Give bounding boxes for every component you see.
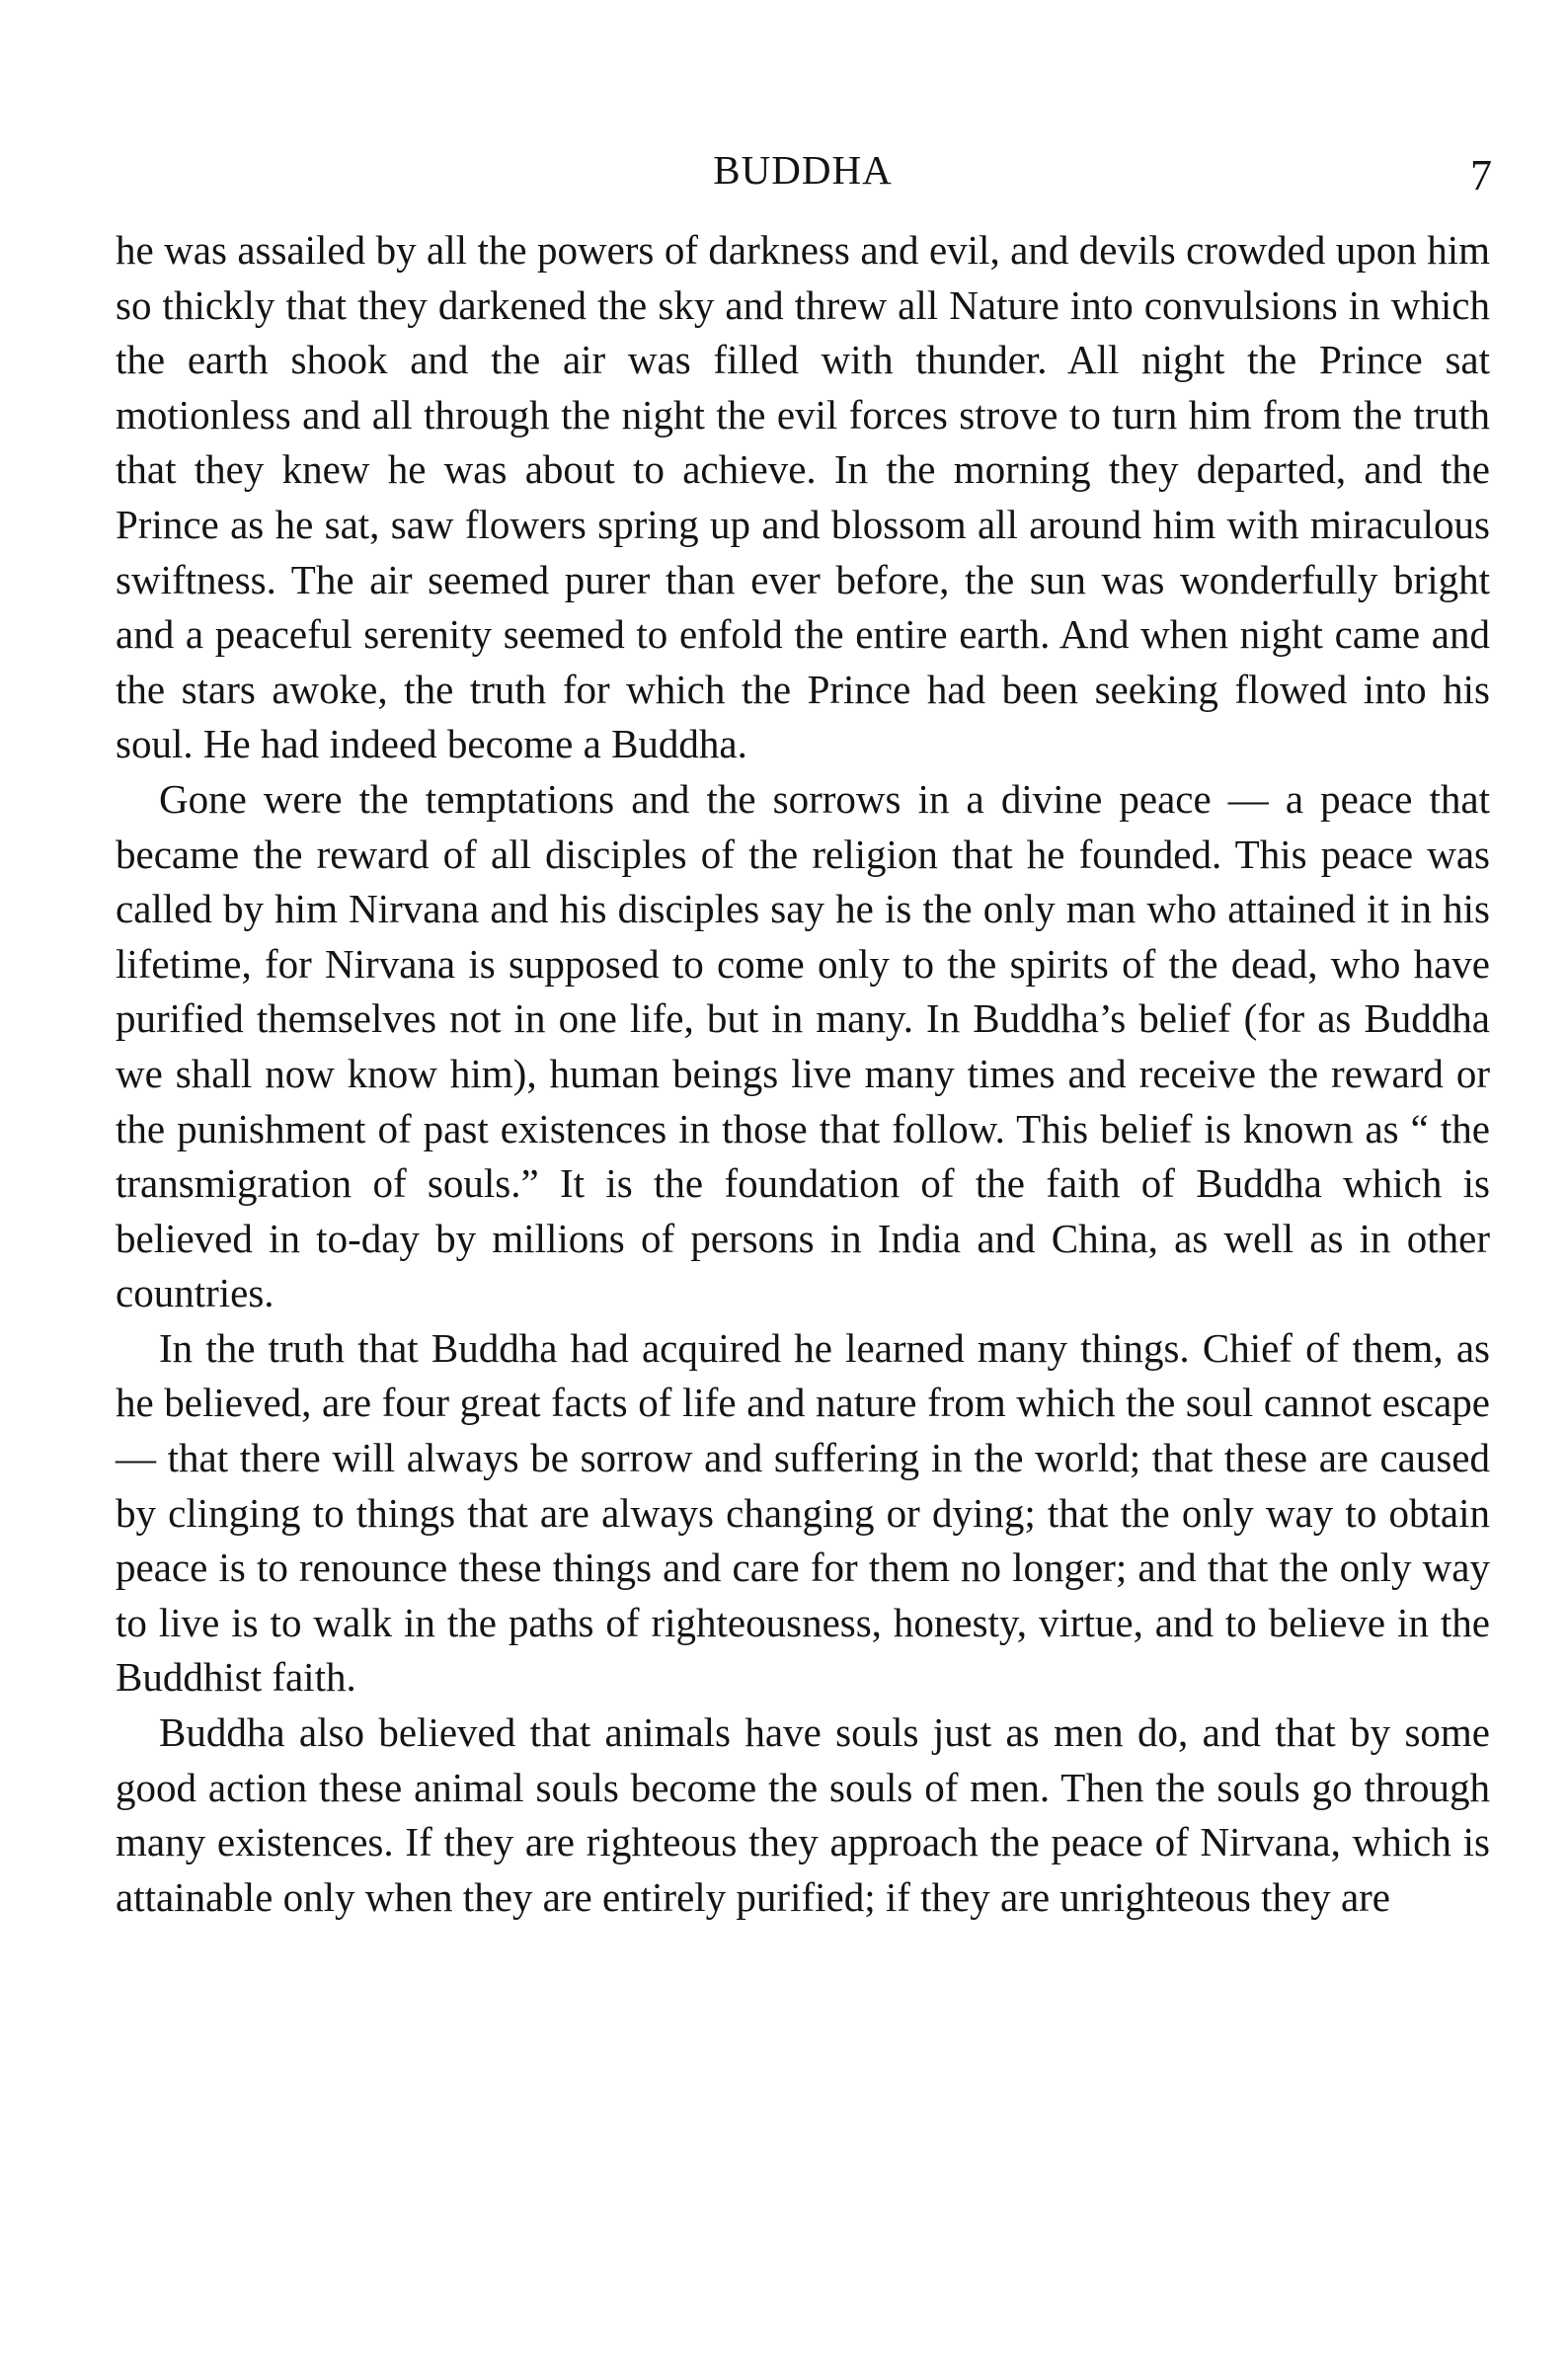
paragraph: Buddha also believed that animals have souls just as men do, and that by some good action these animal souls become the souls of men. Then the souls go through many existences. If they are righteous they approach the peace of Nirvana, which is attainable only when they are entirely purified; if they are unrighteous they are [116, 1709, 1490, 1920]
body-text [116, 223, 1490, 1925]
page-header [116, 140, 1490, 209]
running-title: BUDDHA [713, 147, 893, 193]
page-number: 7 [1470, 151, 1492, 199]
paragraph: Gone were the temptations and the sorrows in a divine peace — a peace that became the reward of all disciples of the religion that he founded. This peace was called by him Nirvana and his disciples say he is the only man who attained it in his lifetime, for Nirvana is supposed to come only to the spirits of the dead, who have purified themselves not in one life, but in many. In Buddha’s belief (for as Buddha we shall now know him), human beings live many times and receive the reward or the punishment of past existences in those that follow. This belief is known as “ the transmigration of souls.” It is the foundation of the faith of Buddha which is believed in to-day by millions of persons in India and China, as well as in other countries. [116, 775, 1490, 1316]
paragraph: In the truth that Buddha had acquired he learned many things. Chief of them, as he believed, are four great facts of life and nature from which the soul cannot escape — that there will always be sorrow and suffering in the world; that these are caused by clinging to things that are always changing or dying; that the only way to obtain peace is to renounce these things and care for them no longer; and that the only way to live is to walk in the paths of righteousness, honesty, virtue, and to believe in the Buddhist faith. [116, 1324, 1490, 1701]
paragraph: he was assailed by all the powers of darkness and evil, and devils crowded upon him so thickly that they darkened the sky and threw all Nature into convulsions in which the earth shook and the air was filled with thunder. All night the Prince sat motionless and all through the night the evil forces strove to turn him from the truth that they knew he was about to achieve. In the morning they departed, and the Prince as he sat, saw flowers spring up and blossom all around him with miraculous swiftness. The air seemed purer than ever before, the sun was wonderfully bright and a peaceful serenity seemed to enfold the entire earth. And when night came and the stars awoke, the truth for which the Prince had been seeking flowed into his soul. He had indeed become a Buddha. [116, 227, 1490, 767]
